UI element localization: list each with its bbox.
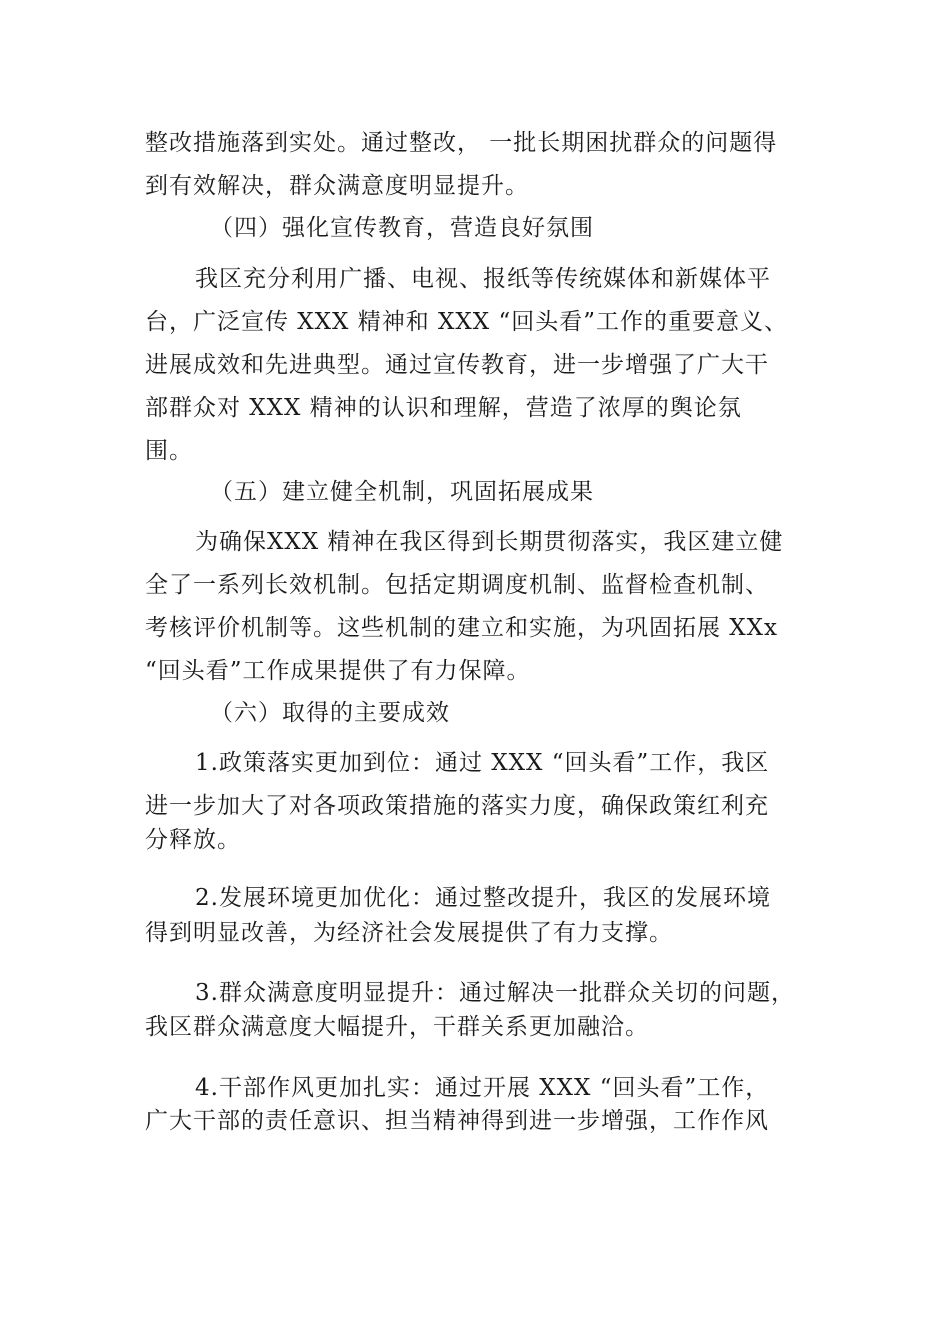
body-text-line: 全了一系列长效机制。包括定期调度机制、监督检查机制、 [145,572,769,598]
body-text-line: 进展成效和先进典型。通过宣传教育，进一步增强了广大干 [145,352,769,378]
list-item-3-line: 3.群众满意度明显提升：通过解决一批群众关切的问题， [195,980,795,1006]
body-text-line: 围。 [145,438,193,464]
body-text-line: 部群众对 XXX 精神的认识和理解，营造了浓厚的舆论氛 [145,395,742,421]
list-item-2-line: 得到明显改善，为经济社会发展提供了有力支撑。 [145,920,673,946]
section-heading-6: （六）取得的主要成效 [210,700,450,726]
body-text-line: 我区充分利用广播、电视、报纸等传统媒体和新媒体平 [195,266,771,292]
section-heading-4: （四）强化宣传教育，营造良好氛围 [210,215,594,241]
body-text-line: 到有效解决，群众满意度明显提升。 [145,173,529,199]
body-text-line: 考核评价机制等。这些机制的建立和实施，为巩固拓展 XXx [145,615,779,641]
body-text-line: “回头看”工作成果提供了有力保障。 [145,658,531,684]
list-item-2-line: 2.发展环境更加优化：通过整改提升，我区的发展环境 [195,885,771,911]
body-text-line: 整改措施落到实处。通过整改， 一批长期困扰群众的问题得 [145,130,778,156]
list-item-4-line: 4.干部作风更加扎实：通过开展 XXX “回头看”工作， [195,1075,770,1101]
body-text-line: 为确保XXX 精神在我区得到长期贯彻落实，我区建立健 [195,529,784,555]
list-item-1-line: 分释放。 [145,827,241,853]
list-item-1-line: 1.政策落实更加到位：通过 XXX “回头看”工作，我区 [195,750,770,776]
list-item-3-line: 我区群众满意度大幅提升，干群关系更加融洽。 [145,1014,649,1040]
section-heading-5: （五）建立健全机制，巩固拓展成果 [210,479,594,505]
body-text-line: 台，广泛宣传 XXX 精神和 XXX “回头看”工作的重要意义、 [145,309,789,335]
list-item-1-line: 进一步加大了对各项政策措施的落实力度，确保政策红利充 [145,793,769,819]
list-item-4-line: 广大干部的责任意识、担当精神得到进一步增强，工作作风 [145,1108,769,1134]
